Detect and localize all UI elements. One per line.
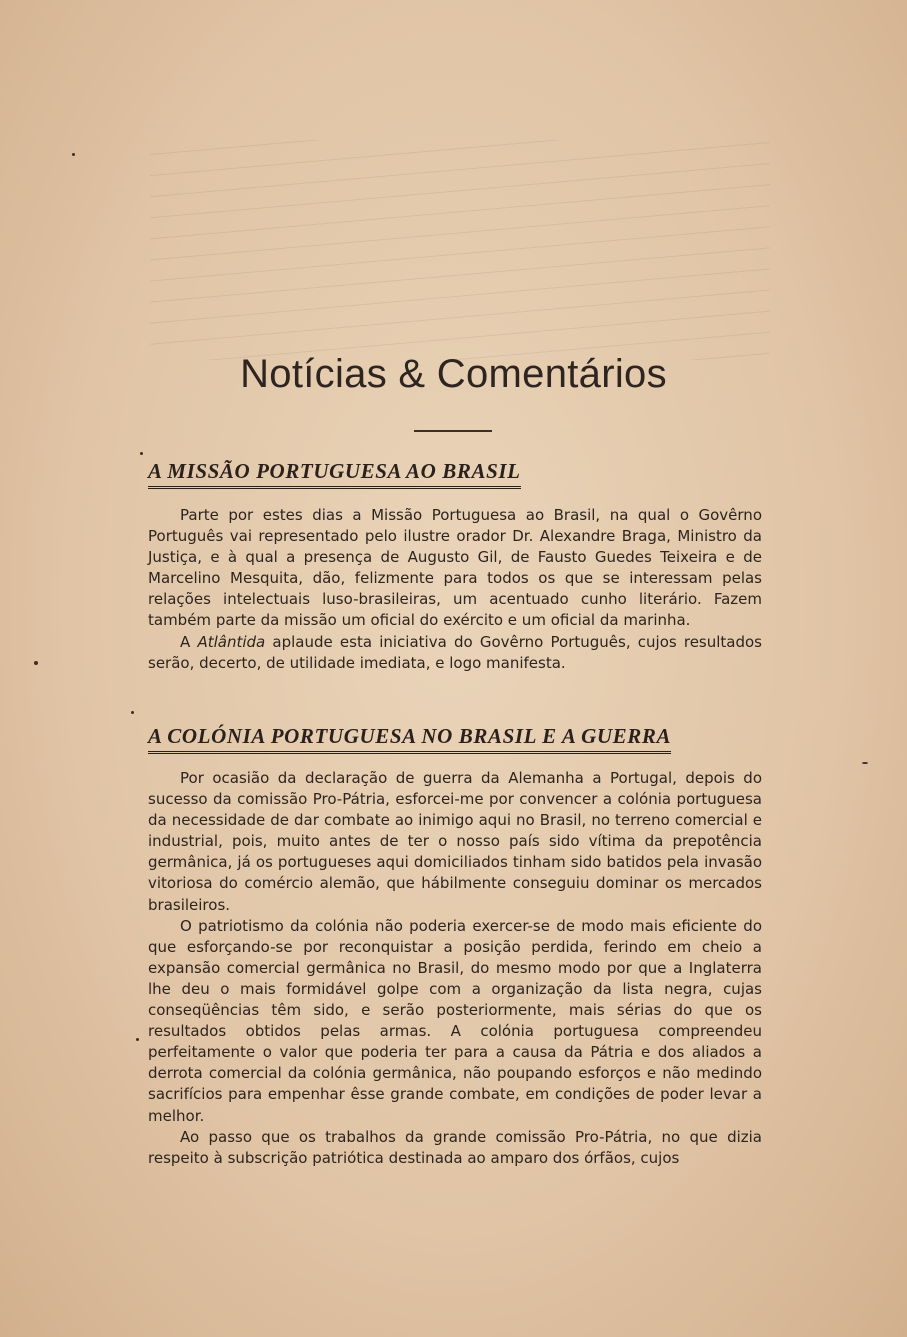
ink-speck <box>34 661 38 665</box>
section-heading-colonia: A COLÓNIA PORTUGUESA NO BRASIL E A GUERRA <box>148 724 671 754</box>
paragraph: Ao passo que os trabalhos da grande comissão Pro-Pátria, no que dizia respeito à subscrição patriótica destinada ao amparo dos órfãos, cujos <box>148 1127 762 1167</box>
ink-speck <box>72 153 75 156</box>
title-divider <box>414 430 492 432</box>
section-heading-missao: A MISSÃO PORTUGUESA AO BRASIL <box>148 459 521 489</box>
ink-speck <box>136 1038 139 1041</box>
ink-speck <box>862 762 868 764</box>
ink-speck <box>140 452 143 455</box>
bleed-through-text <box>150 140 770 360</box>
page-title: Notícias & Comentários <box>240 352 667 396</box>
paragraph <box>148 632 762 674</box>
paragraph-text: A <box>180 632 198 651</box>
section-body-colonia <box>148 768 762 1169</box>
ink-speck <box>131 711 134 714</box>
journal-name: Atlântida <box>197 632 266 651</box>
paragraph: Por ocasião da declaração de guerra da Alemanha a Portugal, depois do sucesso da comissão Pro-Pátria, esforcei-me por convencer a colónia portuguesa da necessidade de dar combate ao inimigo aqui no Brasil, no terreno comercial e industrial, pois, muito antes de ter o nosso país sido vítima da prepotência germânica, já os portugueses aqui domiciliados tinham sido batidos pela invasão vitoriosa do comércio alemão, que hábilmente conseguiu dominar os mercados brasileiros. <box>148 769 762 914</box>
paragraph: Parte por estes dias a Missão Portuguesa ao Brasil, na qual o Govêrno Português vai representado pelo ilustre orador Dr. Alexandre Braga, Ministro da Justiça, e à qual a presença de Augusto Gil, de Fausto Guedes Teixeira e de Marcelino Mesquita, dão, felizmente para todos os que se interessam pelas relações intelectuais luso-brasileiras, um acentuado cunho literário. Fazem também parte da missão um oficial do exército e um oficial da marinha. <box>148 506 762 630</box>
paragraph: O patriotismo da colónia não poderia exercer-se de modo mais eficiente do que esforçando-se por reconquistar a posição perdida, ferindo em cheio a expansão comercial germânica no Brasil, do mesmo modo por que a Inglaterra lhe deu o mais formidável golpe com a organização da lista negra, cujas conseqüências têm sido, e serão posteriormente, mais sérias do que os resultados obtidos pelas armas. A colónia portuguesa compreendeu perfeitamente o valor que poderia ter para a causa da Pátria e dos aliados a derrota comercial da colónia germânica, não poupando esforços e não medindo sacrifícios para empenhar êsse grande combate, em condições de poder levar a melhor. <box>148 916 762 1125</box>
section-body-missao <box>148 505 762 674</box>
paragraph-text: aplaude esta iniciativa do Govêrno Português, cujos resultados serão, decerto, de utilidade imediata, e logo manifesta. <box>148 632 762 672</box>
